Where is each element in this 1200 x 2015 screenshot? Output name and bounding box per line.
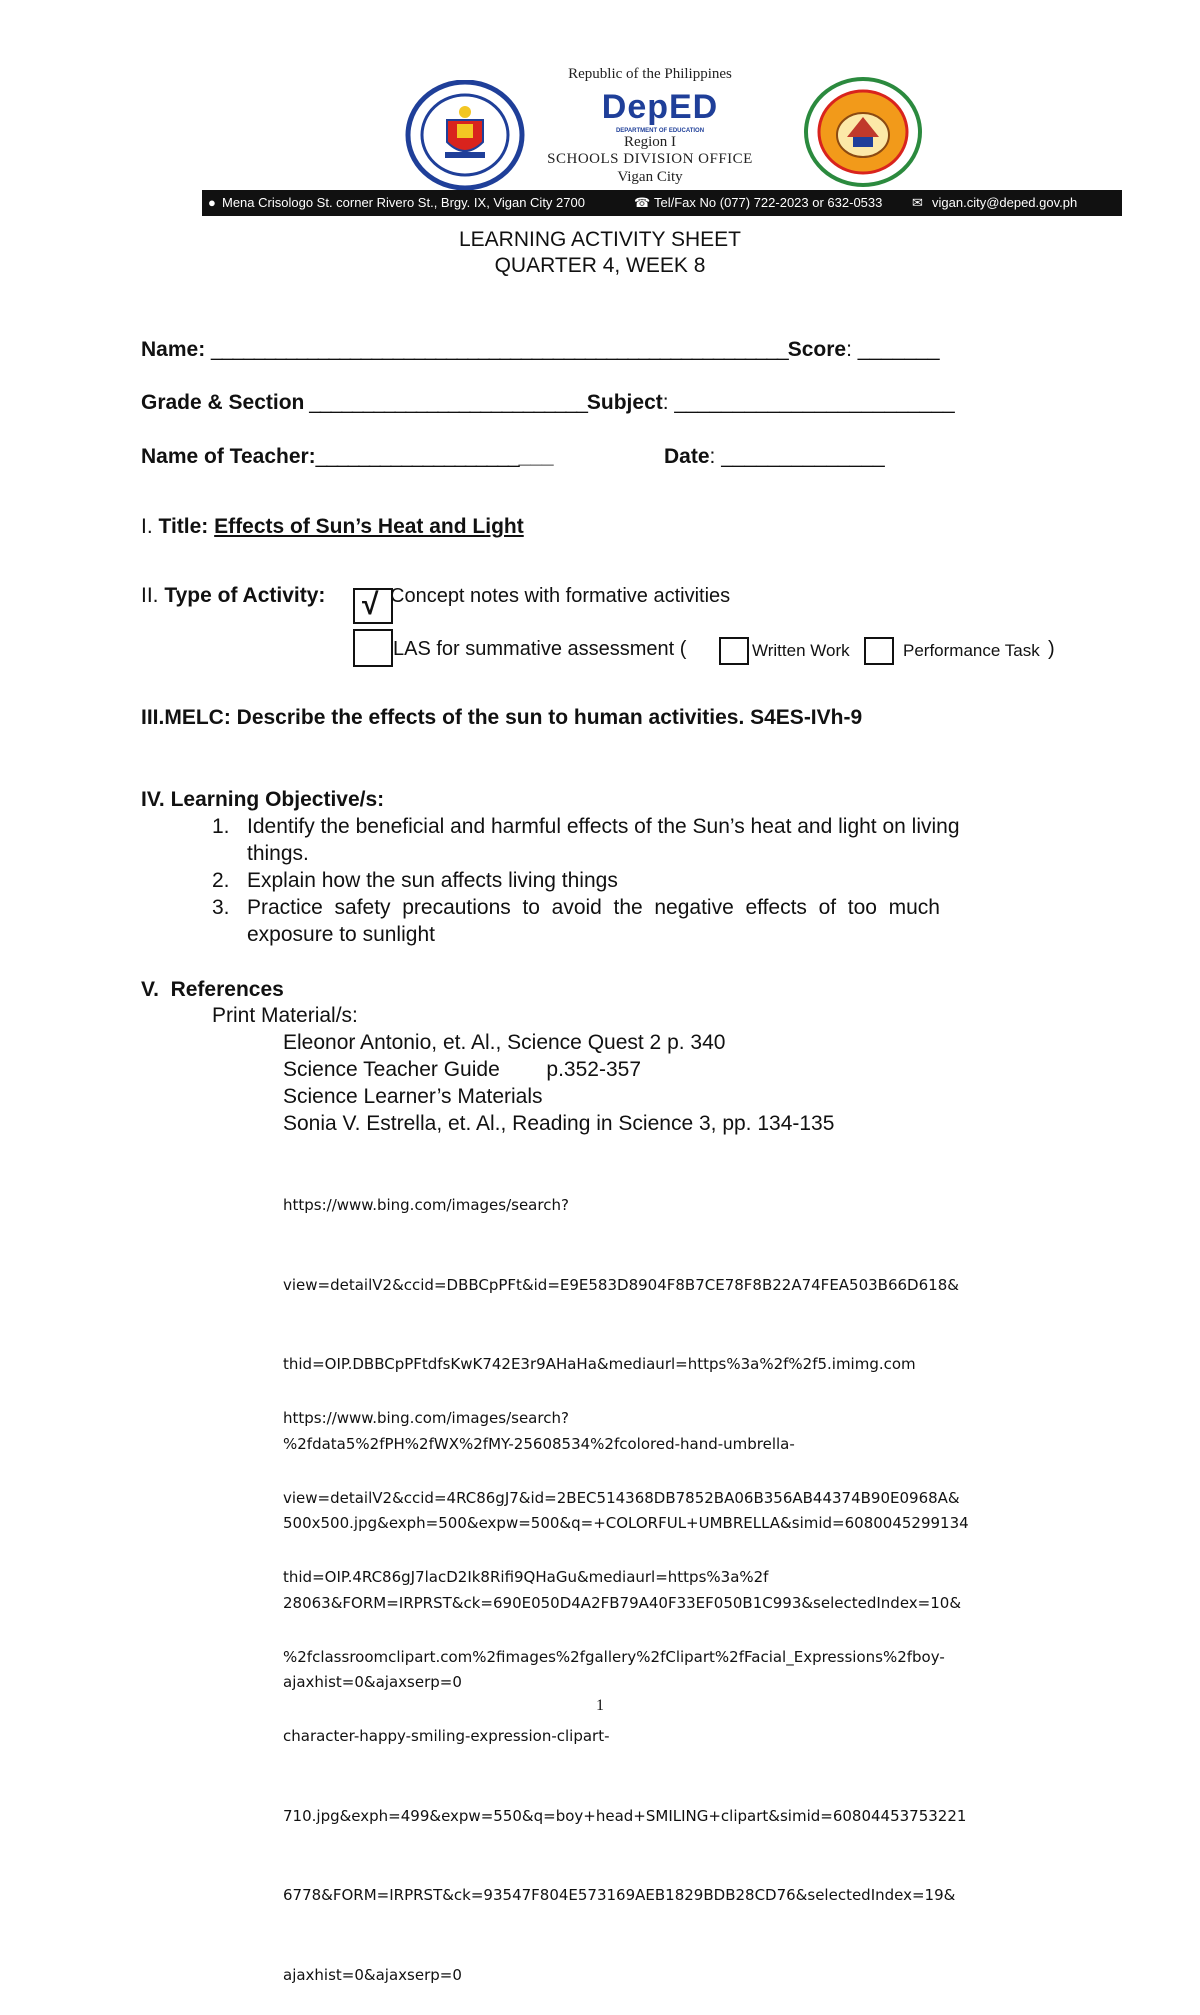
url-line: %2fdata5%2fPH%2fWX%2fMY-25608534%2fcolored-hand-umbrella- [283, 1434, 795, 1453]
phone-icon: ☎ [634, 195, 651, 210]
url-line: https://www.bing.com/images/search? [283, 1409, 569, 1427]
activity-type-label-row [141, 584, 325, 608]
lesson-title: Effects of Sun’s Heat and Light [214, 515, 524, 538]
grade-row [141, 391, 955, 415]
performance-task-checkbox[interactable] [864, 637, 894, 665]
section-activity-num: II. [141, 584, 159, 607]
url-line: 6778&FORM=IRPRST&ck=93547F804E573169AEB1829BDB28CD76&selectedIndex=19& [283, 1886, 956, 1904]
url-line: %2fclassroomclipart.com%2fimages%2fgallery%2fClipart%2fFacial_Expressions%2fboy- [283, 1647, 945, 1666]
section-title-label: Title: [158, 515, 209, 538]
objective-text: Practice safety precautions to avoid the negative effects of too much [247, 896, 940, 919]
book-reference: Sonia V. Estrella, et. Al., Reading in Science 3, pp. 134-135 [283, 1112, 835, 1135]
url-line: character-happy-smiling-expression-clipart- [283, 1727, 610, 1745]
performance-task-option: Performance Task [903, 641, 1040, 660]
teacher-field-extra[interactable]: ___ [518, 445, 554, 468]
score-field[interactable]: : _______ [846, 338, 940, 361]
url-line: view=detailV2&ccid=DBBCpPFt&id=E9E583D8904F8B7CE78F8B22A74FEA503B66D618& [283, 1275, 959, 1294]
las-summative-option: LAS for summative assessment ( [393, 638, 687, 660]
url-reference-boy[interactable] [283, 1352, 1083, 2015]
objective-text-cont: exposure to sunlight [247, 923, 435, 946]
url-line: https://www.bing.com/images/search? [283, 1196, 569, 1214]
grade-field[interactable]: __________________________ [304, 391, 587, 414]
las-close-paren: ) [1048, 638, 1055, 660]
objective-number: 1. [212, 815, 230, 838]
objective-text-cont: things. [247, 842, 309, 865]
url-line: thid=OIP.DBBCpPFtdfsKwK742E3r9AHaHa&mediaurl=https%3a%2f%2f5.imimg.com [283, 1355, 916, 1373]
references-heading: V. References [141, 978, 284, 1001]
url-line: 28063&FORM=IRPRST&ck=690E050D4A2FB79A40F33EF050B1C993&selectedIndex=10& [283, 1593, 962, 1612]
section-title-num: I. [141, 515, 153, 538]
url-line: 710.jpg&exph=499&expw=550&q=boy+head+SMILING+clipart&simid=60804453753221 [283, 1806, 967, 1825]
address-text: Mena Crisologo St. corner Rivero St., Brgy. IX, Vigan City 2700 [222, 195, 585, 210]
url-line: view=detailV2&ccid=4RC86gJ7&id=2BEC514368DB7852BA06B356AB44374B90E0968A& [283, 1488, 960, 1507]
objectives-heading: IV. Learning Objective/s: [141, 788, 385, 811]
date-field[interactable]: : ______________ [709, 445, 885, 468]
book-reference: Science Teacher Guide p.352-357 [283, 1058, 642, 1081]
print-materials-label: Print Material/s: [212, 1004, 358, 1027]
objective-number: 3. [212, 896, 230, 919]
melc-statement: III.MELC: Describe the effects of the sun to human activities. S4ES-IVh-9 [141, 706, 863, 729]
book-reference: Eleonor Antonio, et. Al., Science Quest 2 p. 340 [283, 1031, 726, 1054]
email-text: vigan.city@deped.gov.ph [932, 195, 1078, 210]
name-row [141, 338, 940, 362]
url-line: ajaxhist=0&ajaxserp=0 [283, 1673, 462, 1691]
deped-wordmark [585, 88, 735, 127]
office-text: SCHOOLS DIVISION OFFICE [547, 151, 753, 167]
teacher-field[interactable]: ___________________ [315, 445, 519, 468]
url-line: thid=OIP.4RC86gJ7lacD2Ik8Rifi9QHaGu&mediaurl=https%3a%2f [283, 1568, 769, 1586]
score-label: Score [787, 338, 847, 361]
subject-field[interactable]: : ________________________ [662, 391, 955, 414]
written-work-checkbox[interactable] [719, 637, 749, 665]
objective-text: Explain how the sun affects living things [247, 869, 618, 892]
concept-notes-checkbox[interactable] [353, 588, 393, 624]
objective-text: Identify the beneficial and harmful effects of the Sun’s heat and light on living [247, 815, 960, 838]
telfax-text: Tel/Fax No (077) 722-2023 or 632-0533 [654, 195, 883, 210]
region-text: Region I [623, 134, 677, 150]
contact-bar [202, 190, 1122, 216]
section-title [141, 515, 524, 539]
book-reference: Science Learner’s Materials [283, 1085, 543, 1108]
grade-label: Grade & Section [141, 391, 305, 414]
date-label: Date [664, 445, 710, 468]
city-text: Vigan City [617, 169, 683, 185]
name-label: Name: [141, 338, 206, 361]
teacher-label: Name of Teacher: [141, 445, 316, 468]
republic-text: Republic of the Philippines [568, 66, 732, 82]
name-field[interactable]: ______________________________________________________ [211, 338, 788, 361]
email-icon: ✉ [912, 195, 923, 210]
url-line: 500x500.jpg&exph=500&expw=500&q=+COLORFUL+UMBRELLA&simid=6080045299134 [283, 1514, 969, 1532]
check-mark-icon: √ [362, 588, 379, 621]
date-row [664, 445, 885, 469]
teacher-row [141, 445, 554, 469]
deped-seal-logo [405, 80, 525, 190]
written-work-option: Written Work [752, 641, 850, 660]
activity-type-label: Type of Activity: [164, 584, 326, 607]
subject-label: Subject [586, 391, 663, 414]
sheet-subtitle: QUARTER 4, WEEK 8 [494, 254, 706, 277]
deped-subtitle: DEPARTMENT OF EDUCATION [615, 128, 705, 134]
division-seal-logo [803, 77, 923, 187]
url-line: ajaxhist=0&ajaxserp=0 [283, 1965, 462, 1984]
concept-notes-option: Concept notes with formative activities [390, 585, 731, 607]
sheet-title: LEARNING ACTIVITY SHEET [458, 228, 741, 251]
location-icon: ● [208, 195, 216, 210]
page-number: 1 [596, 1697, 604, 1714]
deped-logo-text: DepED [601, 88, 719, 126]
las-summative-checkbox[interactable] [353, 629, 393, 667]
objective-number: 2. [212, 869, 230, 892]
